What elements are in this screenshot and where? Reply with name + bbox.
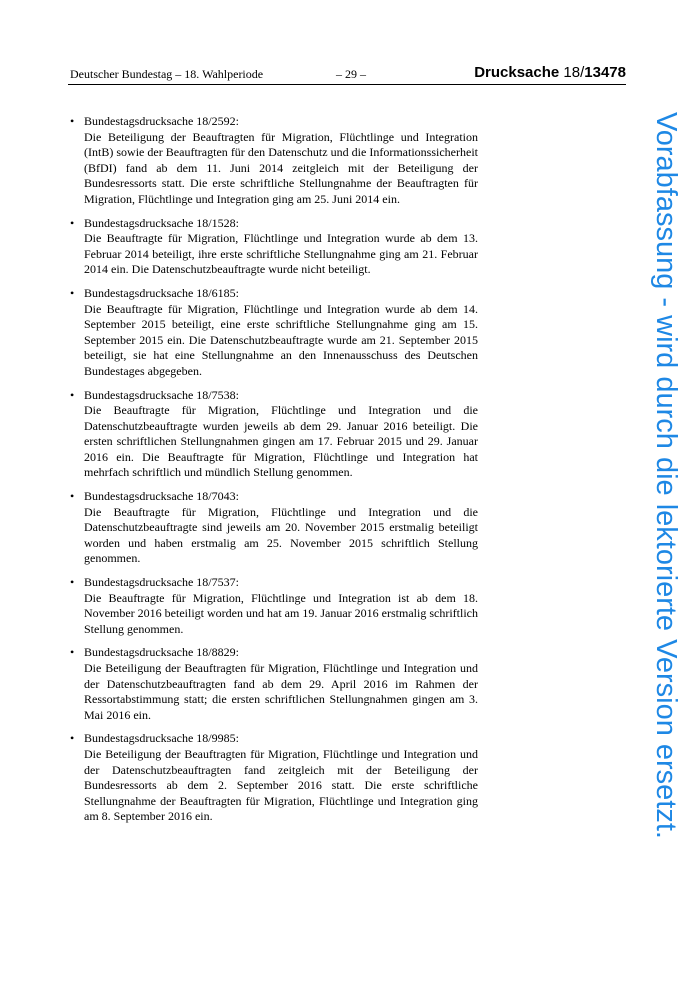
entry-list [68,114,478,833]
entry-body: Die Beteiligung der Beauftragten für Migration, Flüchtlinge und Integration und der Datenschutzbeauftragten fand zeitgleich mit der Beteiligung der Bundesressorts ab dem 2. September 2016 statt. Die erste schriftliche Stellungnahme der Beauftragten für Migration, Flüchtlinge und Integration ging am 8. September 2016 ein. [84,746,478,824]
list-item [68,575,478,637]
draft-watermark [637,112,695,904]
header-doc-label: Drucksache [474,64,560,81]
list-item [68,286,478,380]
list-item [68,114,478,208]
bullet-icon: • [70,575,75,590]
entry-body: Die Beteiligung der Beauftragten für Migration, Flüchtlinge und Integration und der Datenschutzbeauftragten fand ab dem 29. April 2016 im Rahmen der Ressortabstimmung statt; die ersten schriftlichen Stellungnahmen gingen am 3. Mai 2016 ein. [84,661,478,722]
bullet-icon: • [70,645,75,660]
entry-title: Bundestagsdrucksache 18/2592: [84,114,239,128]
entry-title: Bundestagsdrucksache 18/1528: [84,215,239,230]
entry-body: Die Beauftragte für Migration, Flüchtlinge und Integration wurde ab dem 14. September 2015 beteiligt, eine erste schriftliche Stellungnahme ging am 15. September 2015 ein. Die Datenschutzbeauftragte wurde am 21. September 2015 beteiligt, sie hat eine Stellungnahme an den Innenausschuss des Deutschen Bundestages abgegeben. [84,301,478,378]
bullet-icon: • [70,387,75,402]
bullet-icon: • [70,114,75,128]
list-item [68,489,478,567]
header-document-number [474,64,626,81]
entry-body: Die Beteiligung der Beauftragten für Migration, Flüchtlinge und Integration (IntB) sowie der Beauftragten für den Datenschutz und die Informationssicherheit (BfDI) fand ab dem 11. Juni 2014 zeitgleich mit der Beteiligung der Bundesressorts statt. Die erste schriftliche Stellungnahme der Beauftragten für Migration, Flüchtlinge und Integration ging am 25. Juni 2014 ein. [84,129,478,206]
page-header [68,64,626,85]
entry-title: Bundestagsdrucksache 18/7537: [84,575,239,590]
list-item [68,216,478,278]
header-parliament: Deutscher Bundestag – 18. Wahlperiode [70,67,264,81]
list-item [68,731,478,825]
entry-title: Bundestagsdrucksache 18/7538: [84,387,239,402]
watermark-text: Vorabfassung - wird durch die lektorierte Version ersetzt. [650,112,682,839]
list-item [68,645,478,723]
entry-body: Die Beauftragte für Migration, Flüchtlinge und Integration wurde ab dem 13. Februar 2014 beteiligt, ihre erste schriftliche Stellungnahme ging am 21. Februar 2014 ein. Die Datenschutzbeauftragte wurde nicht beteiligt. [84,231,478,277]
entry-title: Bundestagsdrucksache 18/9985: [84,731,239,746]
list-item [68,388,478,482]
entry-title: Bundestagsdrucksache 18/7043: [84,489,239,504]
bullet-icon: • [70,489,75,504]
header-doc-id: 13478 [584,64,626,81]
entry-title: Bundestagsdrucksache 18/8829: [84,645,239,660]
bullet-icon: • [70,731,75,746]
bullet-icon: • [70,285,75,300]
entry-body: Die Beauftragte für Migration, Flüchtlinge und Integration ist ab dem 18. November 2016 beteiligt worden und hat am 19. Januar 2016 erstmalig schriftlich Stellung genommen. [84,590,478,636]
header-page-number: – 29 – [336,67,366,81]
entry-body: Die Beauftragte für Migration, Flüchtlinge und Integration und die Datenschutzbeauftragte wurden jeweils ab dem 29. Januar 2016 beteiligt. Die ersten schriftlichen Stellungnahmen gingen am 17. Februar 2015 und 29. Januar 2016 ein. Die Beauftragte für Migration, Flüchtlinge und Integration hat mehrfach schriftlich und mündlich Stellung genommen. [84,403,478,480]
entry-body: Die Beauftragte für Migration, Flüchtlinge und Integration und die Datenschutzbeauftragte sind jeweils am 20. November 2015 erstmalig beteiligt worden und haben erstmalig am 25. November 2015 schriftlich Stellung genommen. [84,504,478,566]
header-doc-series: 18/ [559,64,585,81]
bullet-icon: • [70,215,75,230]
entry-title: Bundestagsdrucksache 18/6185: [84,285,239,300]
